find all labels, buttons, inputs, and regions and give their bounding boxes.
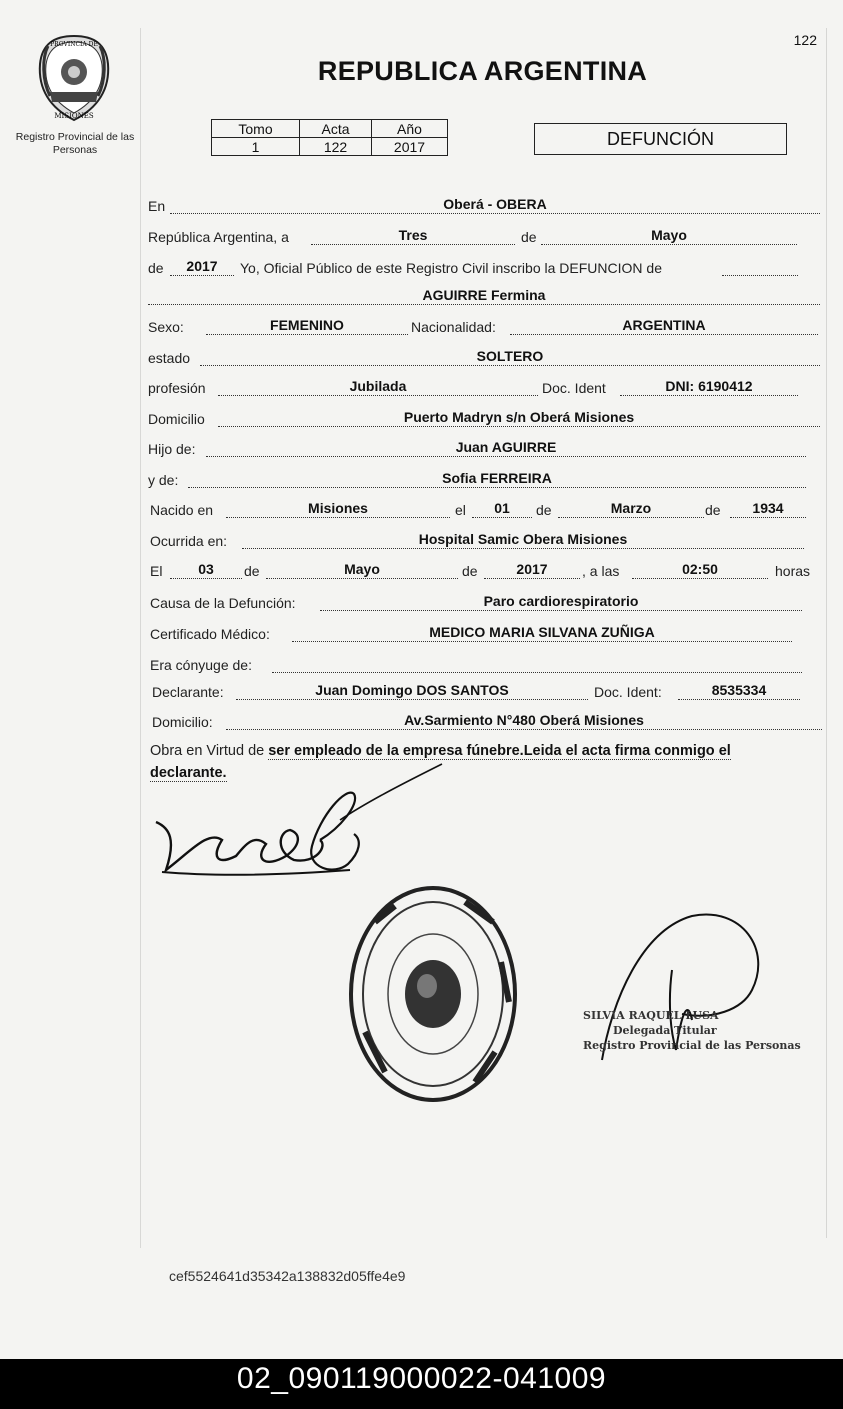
doc-declarante-field: 8535334 <box>678 682 800 700</box>
page-title: REPUBLICA ARGENTINA <box>317 56 648 86</box>
nac-dia-field: 01 <box>472 500 532 518</box>
nac-mes-field: Marzo <box>558 500 704 518</box>
label-ocurrida: Ocurrida en: <box>150 533 228 549</box>
label-el: el <box>455 502 466 518</box>
label-y-de: y de: <box>148 472 179 488</box>
label-causa: Causa de la Defunción: <box>150 595 296 611</box>
label-domicilio: Domicilio <box>148 411 205 427</box>
page-number: 122 <box>793 32 817 48</box>
declarante-field: Juan Domingo DOS SANTOS <box>236 682 588 700</box>
label-yo: Yo, Oficial Público de este Registro Civil inscribo la DEFUNCION de <box>240 260 662 276</box>
conyuge-field <box>272 655 802 673</box>
label-profesion: profesión <box>148 380 206 396</box>
blank-field <box>722 258 798 276</box>
official-name: SILVIA RAQUEL LUSA <box>583 1009 719 1022</box>
sexo-field: FEMENINO <box>206 317 408 335</box>
domicilio-declarante-field: Av.Sarmiento N°480 Oberá Misiones <box>226 712 822 730</box>
causa-field: Paro cardiorespiratorio <box>320 593 802 611</box>
label-doc-ident-2: Doc. Ident: <box>594 684 662 700</box>
label-certificado: Certificado Médico: <box>150 626 270 642</box>
profesion-field: Jubilada <box>218 378 538 396</box>
nac-lugar-field: Misiones <box>226 500 450 518</box>
anio-header: Año <box>372 120 448 138</box>
def-dia-field: 03 <box>170 561 242 579</box>
record-table <box>211 119 448 156</box>
label-hijo-de: Hijo de: <box>148 441 196 457</box>
acta-value: 122 <box>300 138 372 156</box>
label-de-2: de <box>148 260 164 276</box>
registry-seal-icon <box>345 882 520 1107</box>
dni-field: DNI: 6190412 <box>620 378 798 396</box>
def-anio-field: 2017 <box>484 561 580 579</box>
label-de-3: de <box>536 502 552 518</box>
label-de-4: de <box>705 502 721 518</box>
label-de-5: de <box>244 563 260 579</box>
padre-field: Juan AGUIRRE <box>206 439 806 457</box>
dia-field: Tres <box>311 227 515 245</box>
label-domicilio-2: Domicilio: <box>152 714 213 730</box>
registry-name: Registro Provincial de las Personas <box>15 131 135 156</box>
obra-value-line2: declarante. <box>150 765 227 781</box>
official-office: Registro Provincial de las Personas <box>583 1039 801 1052</box>
lugar-field: Oberá - OBERA <box>170 196 820 214</box>
label-horas: horas <box>775 563 811 579</box>
def-mes-field: Mayo <box>266 561 458 579</box>
nombre-field: AGUIRRE Fermina <box>148 287 820 305</box>
lugar-def-field: Hospital Samic Obera Misiones <box>242 531 804 549</box>
tomo-header: Tomo <box>212 120 300 138</box>
provincial-crest-icon <box>36 34 112 122</box>
label-declarante: Declarante: <box>152 684 224 700</box>
label-sexo: Sexo: <box>148 319 184 335</box>
label-a-las: , a las <box>582 563 620 579</box>
record-type-box: DEFUNCIÓN <box>534 123 787 155</box>
label-de-6: de <box>462 563 478 579</box>
label-nacionalidad: Nacionalidad: <box>411 319 496 335</box>
svg-text:MISIONES: MISIONES <box>54 112 94 120</box>
right-margin-rule <box>826 28 827 1238</box>
label-en: En <box>148 198 166 214</box>
label-republica: República Argentina, a <box>148 229 289 245</box>
label-doc-ident: Doc. Ident <box>542 380 606 396</box>
label-obra: Obra en Virtud de <box>150 743 265 759</box>
nac-anio-field: 1934 <box>730 500 806 518</box>
domicilio-field: Puerto Madryn s/n Oberá Misiones <box>218 409 820 427</box>
obra-value-line1: ser empleado de la empresa fúnebre.Leida el acta firma conmigo el <box>268 743 731 759</box>
label-el-upper: El <box>150 563 163 579</box>
label-de: de <box>521 229 537 245</box>
declarant-signature <box>150 760 450 890</box>
hora-field: 02:50 <box>632 561 768 579</box>
anio-field: 2017 <box>170 258 234 276</box>
footer-code: 02_090119000022-041009 <box>0 1359 843 1409</box>
label-conyuge: Era cónyuge de: <box>150 657 252 673</box>
acta-header: Acta <box>300 120 372 138</box>
madre-field: Sofia FERREIRA <box>188 470 806 488</box>
label-nacido-en: Nacido en <box>150 502 214 518</box>
left-margin-rule <box>140 28 141 1248</box>
certificado-field: MEDICO MARIA SILVANA ZUÑIGA <box>292 624 792 642</box>
tomo-value: 1 <box>212 138 300 156</box>
official-stamp-text <box>583 1008 813 1053</box>
official-role: Delegada Titular <box>613 1024 717 1037</box>
nacionalidad-field: ARGENTINA <box>510 317 818 335</box>
anio-value: 2017 <box>372 138 448 156</box>
svg-text:PROVINCIA DE: PROVINCIA DE <box>50 41 98 48</box>
document-hash: cef5524641d35342a138832d05ffe4e9 <box>169 1268 406 1284</box>
label-estado: estado <box>148 350 191 366</box>
mes-field: Mayo <box>541 227 797 245</box>
estado-field: SOLTERO <box>200 348 820 366</box>
